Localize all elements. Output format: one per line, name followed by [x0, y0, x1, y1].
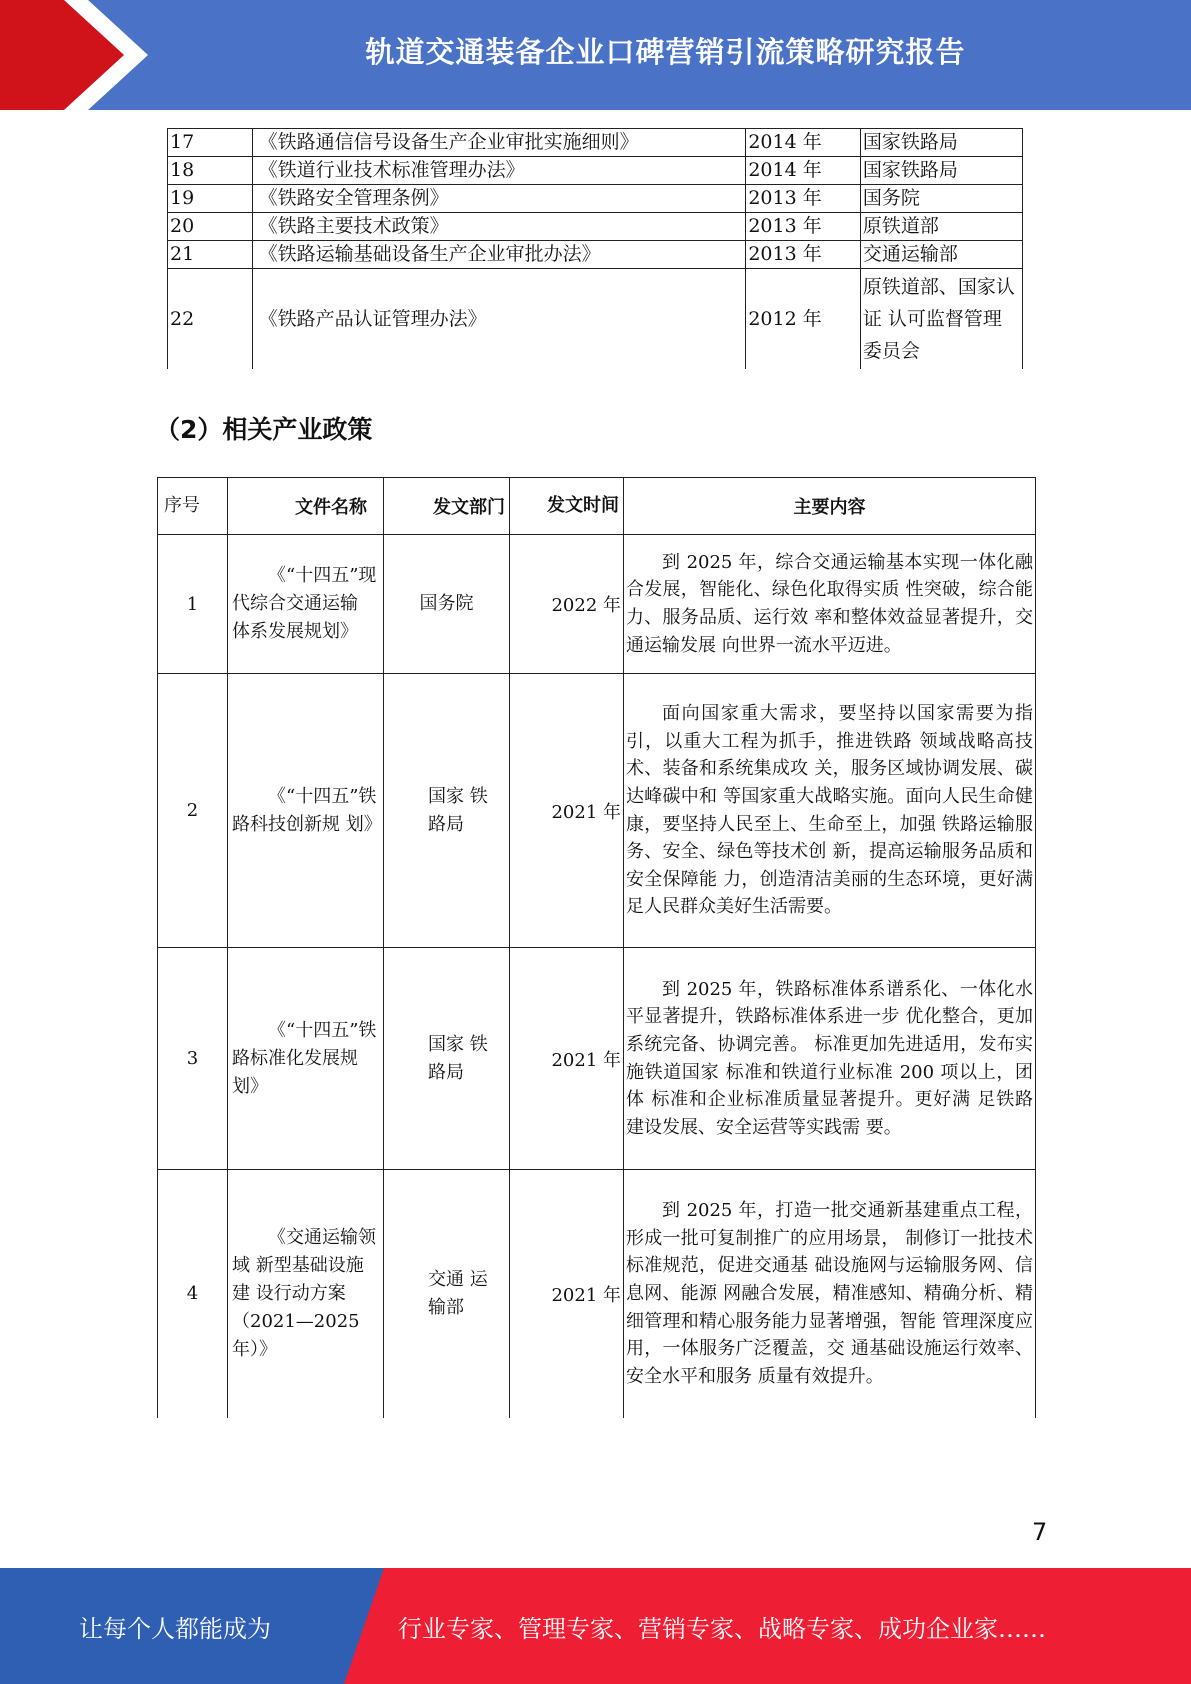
- table-header-row: [158, 478, 1036, 535]
- main-content: 到 2025 年，打造一批交通新基建重点工程，形成一批可复制推广的应用场景， 制修订一批技术标准规范，促进交通基 础设施网与运输服务网、信息网、能源 网融合发展，精准感知、精确分析、精 细管理和精心服务能力显著增强，智能 管理深度应用，一体服务广泛覆盖，交 通基础设施运行效率、安全水平和服务 质量有效提升。: [624, 1170, 1036, 1418]
- policy-table-continued: [167, 128, 1023, 369]
- row-number: 1: [158, 535, 228, 674]
- row-number: 19: [168, 185, 253, 213]
- issue-time: 2022 年: [510, 535, 624, 674]
- issue-year: 2013 年: [746, 185, 861, 213]
- table-row: [168, 129, 1023, 157]
- industry-policy-table: [157, 477, 1036, 1418]
- issue-year: 2014 年: [746, 129, 861, 157]
- row-number: 21: [168, 241, 253, 269]
- row-number: 4: [158, 1170, 228, 1418]
- table-row: [158, 535, 1036, 674]
- issue-year: 2013 年: [746, 241, 861, 269]
- issuing-department: 交通 运输部: [384, 1170, 510, 1418]
- issue-year: 2012 年: [746, 269, 861, 370]
- page-header: [0, 0, 1191, 110]
- document-name: 《铁路安全管理条例》: [252, 185, 746, 213]
- document-name: 《铁路通信信号设备生产企业审批实施细则》: [252, 129, 746, 157]
- section-heading: （2）相关产业政策: [155, 415, 373, 444]
- main-content: 到 2025 年，铁路标准体系谱系化、一体化水平显著提升，铁路标准体系进一步 优化整合，更加系统完备、协调完善。 标准更加先进适用，发布实施铁道国家 标准和铁道行业标准 200 项以上，团体 标准和企业标准质量显著提升。更好满 足铁路建设发展、安全运营等实践需 要。: [624, 948, 1036, 1170]
- header-issue-time: 发文时间: [510, 478, 624, 535]
- header-department: 发文部门: [384, 478, 510, 535]
- main-content: 到 2025 年，综合交通运输基本实现一体化融合发展，智能化、绿色化取得实质 性突破，综合能力、服务品质、运行效 率和整体效益显著提升，交通运输发展 向世界一流水平迈进。: [624, 535, 1036, 674]
- issuing-department: 国家 铁路局: [384, 674, 510, 948]
- main-content: 面向国家重大需求，要坚持以国家需要为指引，以重大工程为抓手，推进铁路 领域战略高技术、装备和系统集成攻 关，服务区域协调发展、碳达峰碳中和 等国家重大战略实施。面向人民生命健 康，要坚持人民至上、生命至上，加强 铁路运输服务、安全、绿色等技术创 新，提高运输服务品质和安全保障能 力，创造清洁美丽的生态环境，更好满 足人民群众美好生活需要。: [624, 674, 1036, 948]
- row-number: 2: [158, 674, 228, 948]
- table-row: [168, 269, 1023, 370]
- document-name: 《交通运输领域 新型基础设施建 设行动方案（2021—2025年）》: [228, 1170, 384, 1418]
- issuing-department: 国务院: [860, 185, 1022, 213]
- document-name: 《铁道行业技术标准管理办法》: [252, 157, 746, 185]
- row-number: 3: [158, 948, 228, 1170]
- document-name: 《铁路主要技术政策》: [252, 213, 746, 241]
- header-title: 轨道交通装备企业口碑营销引流策略研究报告: [365, 34, 966, 69]
- issuing-department: 交通运输部: [860, 241, 1022, 269]
- issuing-department: 国家铁路局: [860, 157, 1022, 185]
- row-number: 18: [168, 157, 253, 185]
- document-name: 《“十四五”铁 路标准化发展规 划》: [228, 948, 384, 1170]
- issuing-department: 原铁道部、国家认证 认可监督管理委员会: [860, 269, 1022, 370]
- table-row: [158, 1170, 1036, 1418]
- issue-year: 2013 年: [746, 213, 861, 241]
- document-name: 《“十四五”铁 路科技创新规 划》: [228, 674, 384, 948]
- issue-time: 2021 年: [510, 948, 624, 1170]
- header-document-name: 文件名称: [228, 478, 384, 535]
- page-number: 7: [1032, 1518, 1048, 1546]
- issuing-department: 国家铁路局: [860, 129, 1022, 157]
- issuing-department: 原铁道部: [860, 213, 1022, 241]
- document-name: 《铁路运输基础设备生产企业审批办法》: [252, 241, 746, 269]
- row-number: 22: [168, 269, 253, 370]
- issue-time: 2021 年: [510, 674, 624, 948]
- footer-slogan-right: 行业专家、管理专家、营销专家、战略专家、成功企业家……: [398, 1614, 1046, 1643]
- footer-slogan-left: 让每个人都能成为: [79, 1614, 271, 1643]
- issue-year: 2014 年: [746, 157, 861, 185]
- issuing-department: 国务院: [384, 535, 510, 674]
- table-row: [168, 241, 1023, 269]
- issue-time: 2021 年: [510, 1170, 624, 1418]
- table-row: [168, 213, 1023, 241]
- row-number: 20: [168, 213, 253, 241]
- table-row: [158, 674, 1036, 948]
- row-number: 17: [168, 129, 253, 157]
- table-row: [168, 185, 1023, 213]
- table-row: [168, 157, 1023, 185]
- document-name: 《铁路产品认证管理办法》: [252, 269, 746, 370]
- table-row: [158, 948, 1036, 1170]
- header-number: 序号: [158, 478, 228, 535]
- header-main-content: 主要内容: [624, 478, 1036, 535]
- document-name: 《“十四五”现 代综合交通运输 体系发展规划》: [228, 535, 384, 674]
- page-footer: [0, 1568, 1191, 1684]
- issuing-department: 国家 铁路局: [384, 948, 510, 1170]
